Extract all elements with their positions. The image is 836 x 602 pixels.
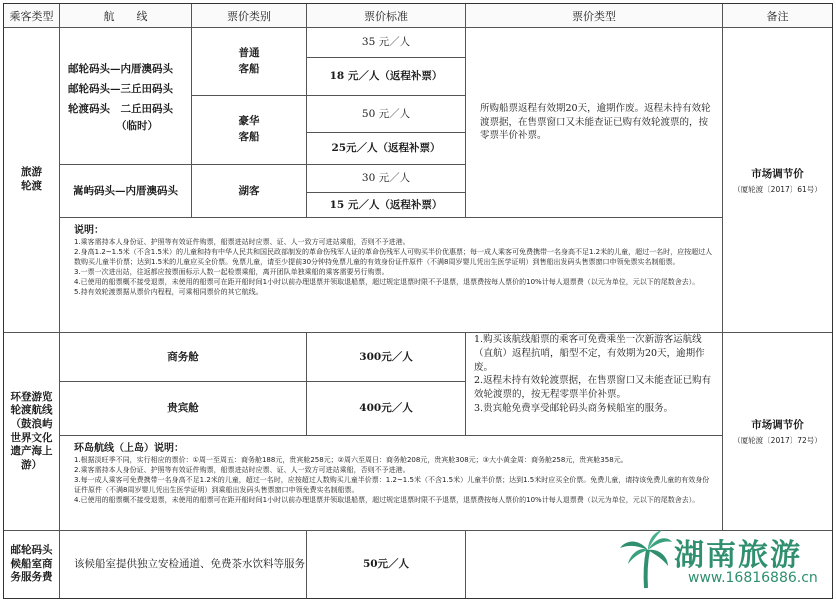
section1-remark <box>723 28 832 333</box>
fare-class-line: 豪华 <box>238 115 260 128</box>
price-business: 300元／人 <box>307 333 466 382</box>
type-line: 世界文化 <box>10 431 53 444</box>
note-line: 3.一票一次进出站，往返都应按票面标示人数一起检票乘船，离开团队单独乘船的乘客需要另行购票。 <box>74 267 389 276</box>
note-line: 5.持有效轮渡票据从票价内程程，可乘相同票价的其它航线。 <box>74 287 263 296</box>
type-line: 务服务费 <box>10 571 53 584</box>
fare-class-lake: 湖客 <box>192 165 307 218</box>
route-item: 邮轮码头—内厝澳码头 <box>68 62 173 75</box>
section3-price: 50元／人 <box>307 531 466 598</box>
type-line: 邮轮码头 <box>10 544 53 557</box>
section2-fare-type <box>466 333 723 436</box>
header-fare-standard: 票价标准 <box>307 4 466 28</box>
remark-sub: （厦轮渡〔2017〕72号） <box>733 436 822 445</box>
class-business: 商务舱 <box>60 333 307 382</box>
class-vip: 贵宾舱 <box>60 382 307 436</box>
section1-type-label: 旅游轮渡 <box>21 166 42 192</box>
header-route: 航 线 <box>60 4 192 28</box>
note-line: 3.每一成人乘客可免费携带一名身高不足1.2米的儿童，超过一名时，应按超过人数购买儿童半价票：1.2~1.5米（不含1.5米）儿童半价票；达到1.5米时应买全价票。免费儿童，请持该免费儿童的有效身份证件原件（不满8周岁婴儿凭出生医学证明）到乘船出发码头售票窗口申领免费实名制船票。 <box>74 475 710 494</box>
fare-class-line: 客船 <box>238 62 260 75</box>
notes-title: 环岛航线（上岛）说明： <box>74 443 184 454</box>
price-luxury: 50 元／人 <box>307 96 466 133</box>
header-passenger-type: 乘客类型 <box>4 4 60 28</box>
header-fare-class: 票价类别 <box>192 4 307 28</box>
section3-passenger-type <box>4 531 60 598</box>
price-lake: 30 元／人 <box>307 165 466 193</box>
type-line: 环登游览 <box>10 390 53 403</box>
section1-notes <box>60 218 723 333</box>
fare-class-line: 客船 <box>238 131 260 143</box>
remark-main: 市场调节价 <box>751 167 804 180</box>
type-line: （鼓浪屿 <box>10 417 53 430</box>
fare-type-line: 2.返程未持有效轮渡票据，在售票窗口又未能查证已购有效轮渡票的，按无程零票半价补票。 <box>474 375 712 401</box>
section3-description: 该候船室提供独立安检通道、免费茶水饮料等服务 <box>60 531 307 598</box>
note-line: 2.身高1.2~1.5米（不含1.5米）的儿童和持有中华人民共和国民政部制发的革命伤残军人证的革命伤残军人可购买半价优惠票；每一成人乘客可免费携带一名身高不足1.2米的儿童，超过一名时，应按超过人数购买儿童半价票；达到1.5米的儿童应买全价票。免票儿童，请至少提前30分钟持免票儿童的有效身份证件原件（不满8周岁婴儿凭出生医学证明）到售船出发码头售票窗口申领免票实名制船票。 <box>74 247 713 266</box>
fare-type-line: 1.购买该航线船票的乘客可免费乘坐一次新游客运航线（直航）返程抗哨，船型不定，有效期为20天，逾期作废。 <box>474 334 705 373</box>
fare-class-luxury <box>192 96 307 165</box>
section1-fare-type: 所购船票返程有效期20天，逾期作废。返程未持有效轮渡票据，在售票窗口又未能查证已购有效轮渡票的，按零票半价补票。 <box>466 28 723 218</box>
header-fare-type: 票价类型 <box>466 4 723 28</box>
type-line: 候船室商 <box>10 557 53 570</box>
section2-remark <box>723 333 832 531</box>
price-vip: 400元／人 <box>307 382 466 436</box>
route-item: （临时） <box>116 119 158 132</box>
watermark-url: www.16816886.cn <box>688 570 818 586</box>
section1-routes-a <box>60 28 192 165</box>
section2-passenger-type <box>4 333 60 531</box>
note-line: 1.根据淡旺季不同，实行相应的票价：①周一至周五：商务舱188元，贵宾舱258元；②周六至周日：商务舱208元，贵宾舱308元；③大小黄金周：商务舱258元，贵宾舱358元。 <box>74 456 628 464</box>
note-line: 1.乘客需持本人身份证、护照等有效证件购票，船票进站时应票、证、人一致方可进站乘船，否则不予进港。 <box>74 238 410 246</box>
note-line: 4.已使用的船票概不接受退票，未使用的船票可在距开船时间1小时以前办理退票并领取退船票，超过规定退票时限不予退票，退票费按每人票价的10%计每人退票费（以元为单位，元以下的尾数舍去）。 <box>74 277 700 286</box>
section1-passenger-type <box>4 28 60 333</box>
route-item: 邮轮码头—三丘田码头 <box>68 82 173 95</box>
remark-sub: （厦轮渡〔2017〕61号） <box>733 184 822 194</box>
palm-tree-icon <box>618 528 674 592</box>
fare-table <box>3 3 833 599</box>
type-line: 游） <box>21 458 42 471</box>
route-item: 轮渡码头 二丘田码头 <box>68 102 173 115</box>
watermark-logo-text: 湖南旅游 <box>674 538 802 573</box>
fare-class-regular <box>192 28 307 96</box>
price-lake-return: 15 元／人（返程补票） <box>307 193 466 218</box>
note-line: 4.已使用的船票概不接受退票，未使用的船票可在距开船时间1小时以前办理退票并领取退船票，超过规定退票时限不予退票，退票费按每人票价的10%计每人退票费（以元为单位，元以下的尾数舍去）。 <box>74 495 700 504</box>
note-line: 2.乘客需持本人身份证、护照等有效证件购票，船票进站时应票、证、人一致方可进站乘船，否则不予进港。 <box>74 465 410 474</box>
fare-type-line: 3.贵宾舱免费享受邮轮码头商务候船室的服务。 <box>474 402 674 414</box>
watermark <box>618 526 832 596</box>
type-line: 轮渡航线 <box>10 404 53 417</box>
type-line: 遗产海上 <box>10 445 53 458</box>
notes-title: 说明： <box>74 225 104 236</box>
price-luxury-return: 25元／人（返程补票） <box>307 133 466 165</box>
price-regular-return: 18 元／人（返程补票） <box>307 58 466 96</box>
fare-class-line: 普通 <box>238 46 260 59</box>
remark-main: 市场调节价 <box>751 419 804 431</box>
header-remark: 备注 <box>723 4 832 28</box>
section1-route-b: 嵩屿码头—内厝澳码头 <box>60 165 192 218</box>
price-regular: 35 元／人 <box>307 28 466 58</box>
section2-notes <box>60 436 723 531</box>
